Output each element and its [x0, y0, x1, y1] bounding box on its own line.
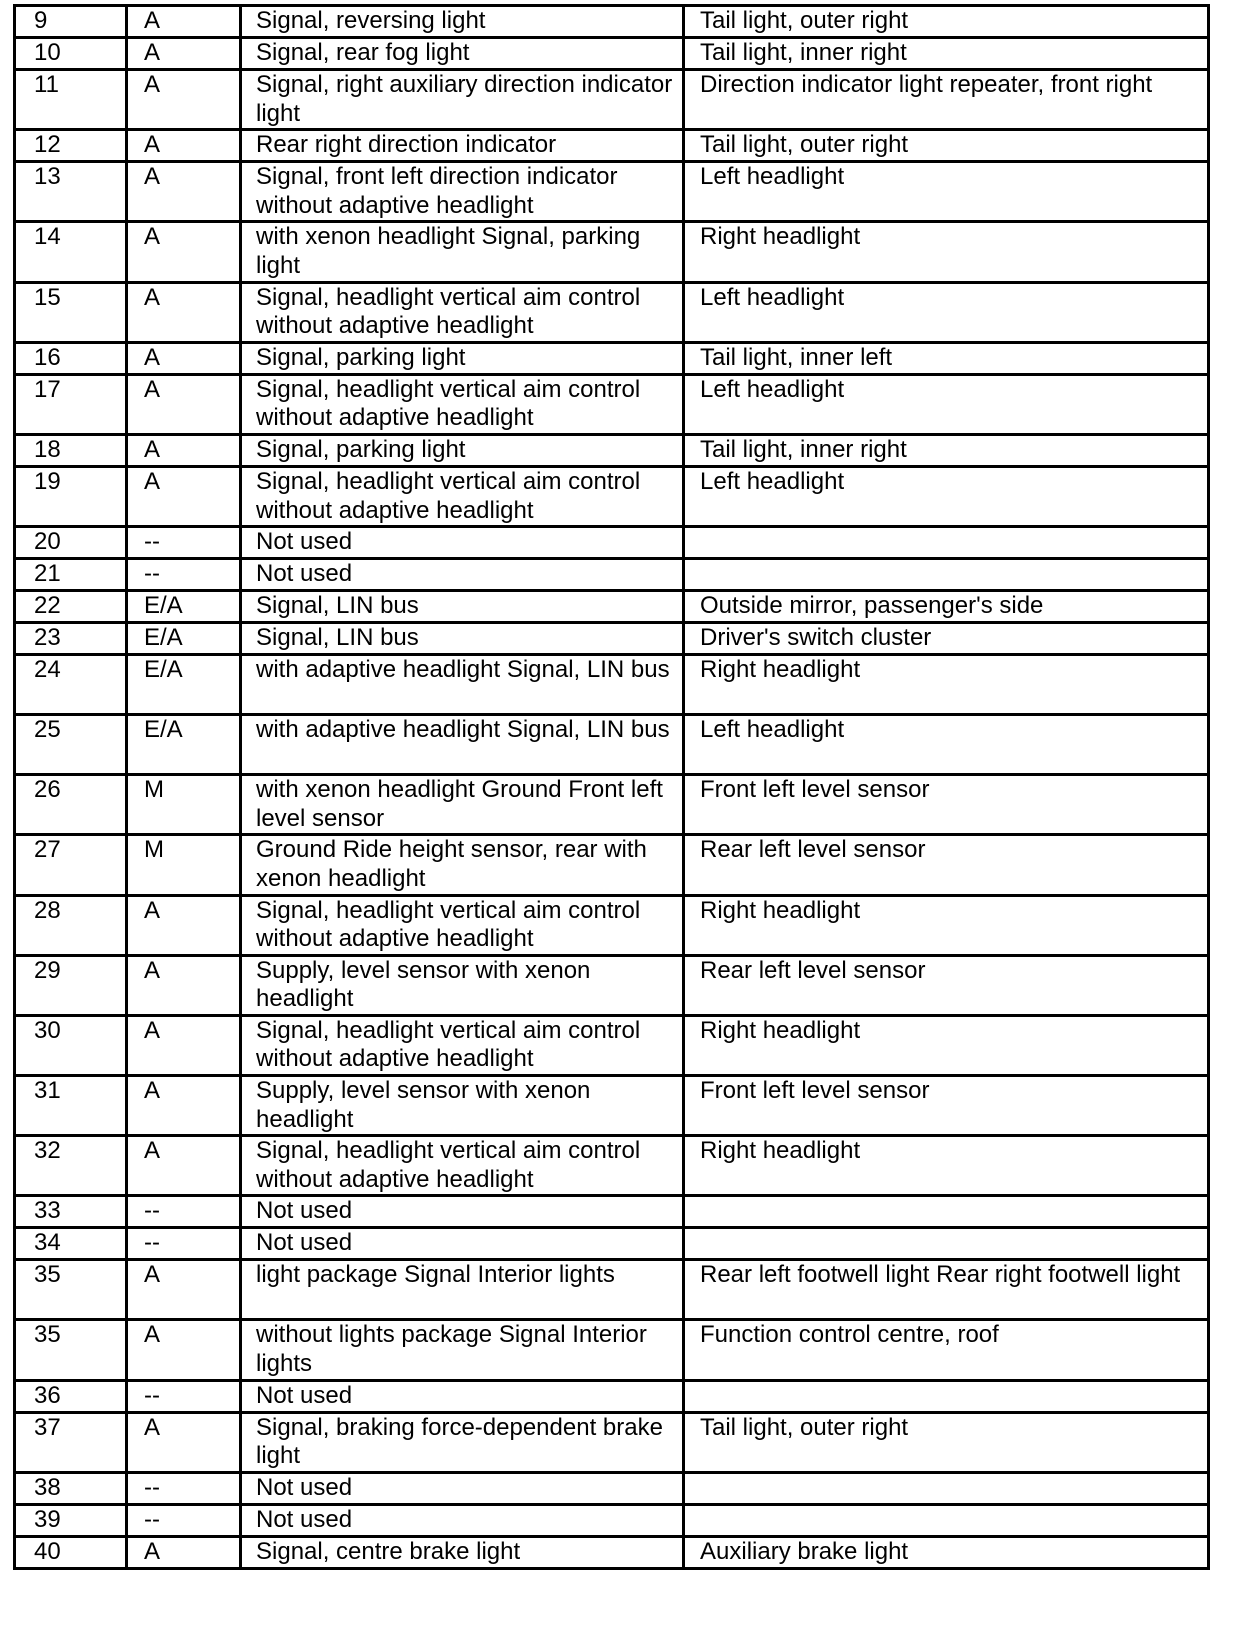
pin-number-cell: 25 — [15, 715, 127, 775]
signal-type-cell: -- — [127, 1504, 241, 1536]
description-cell: Not used — [241, 1228, 684, 1260]
description-cell: Signal, parking light — [241, 342, 684, 374]
signal-type-cell: A — [127, 1536, 241, 1568]
table-row — [15, 835, 1209, 895]
component-cell: Tail light, outer right — [684, 130, 1209, 162]
table-row — [15, 1412, 1209, 1472]
pin-number-cell: 27 — [15, 835, 127, 895]
table-row — [15, 955, 1209, 1015]
table-row — [15, 527, 1209, 559]
component-cell — [684, 1504, 1209, 1536]
table-row — [15, 895, 1209, 955]
description-cell: Signal, front left direction indicator without adaptive headlight — [241, 162, 684, 222]
table-row — [15, 1136, 1209, 1196]
table-row — [15, 1228, 1209, 1260]
component-cell: Rear left level sensor — [684, 955, 1209, 1015]
component-cell: Tail light, outer right — [684, 1412, 1209, 1472]
signal-type-cell: A — [127, 1412, 241, 1472]
table-row — [15, 374, 1209, 434]
description-cell: Signal, rear fog light — [241, 38, 684, 70]
pin-number-cell: 30 — [15, 1015, 127, 1075]
signal-type-cell: A — [127, 70, 241, 130]
signal-type-cell: E/A — [127, 623, 241, 655]
signal-type-cell: A — [127, 895, 241, 955]
description-cell: with adaptive headlight Signal, LIN bus — [241, 655, 684, 715]
component-cell: Driver's switch cluster — [684, 623, 1209, 655]
component-cell: Left headlight — [684, 466, 1209, 526]
component-cell: Front left level sensor — [684, 1076, 1209, 1136]
signal-type-cell: A — [127, 282, 241, 342]
signal-type-cell: A — [127, 222, 241, 282]
table-row — [15, 1196, 1209, 1228]
description-cell: Not used — [241, 559, 684, 591]
pin-number-cell: 13 — [15, 162, 127, 222]
pin-number-cell: 31 — [15, 1076, 127, 1136]
signal-type-cell: M — [127, 775, 241, 835]
description-cell: Not used — [241, 1504, 684, 1536]
component-cell — [684, 559, 1209, 591]
table-row — [15, 1076, 1209, 1136]
description-cell: Signal, LIN bus — [241, 623, 684, 655]
component-cell: Left headlight — [684, 282, 1209, 342]
component-cell: Left headlight — [684, 715, 1209, 775]
pin-number-cell: 29 — [15, 955, 127, 1015]
signal-type-cell: A — [127, 162, 241, 222]
description-cell: Signal, right auxiliary direction indicator light — [241, 70, 684, 130]
component-cell — [684, 1472, 1209, 1504]
signal-type-cell: -- — [127, 527, 241, 559]
description-cell: Ground Ride height sensor, rear with xenon headlight — [241, 835, 684, 895]
component-cell: Tail light, inner right — [684, 38, 1209, 70]
description-cell: Not used — [241, 1196, 684, 1228]
table-row — [15, 282, 1209, 342]
signal-type-cell: -- — [127, 1380, 241, 1412]
description-cell: Signal, reversing light — [241, 6, 684, 38]
table-row — [15, 434, 1209, 466]
table-row — [15, 222, 1209, 282]
signal-type-cell: A — [127, 342, 241, 374]
table-row — [15, 623, 1209, 655]
component-cell: Front left level sensor — [684, 775, 1209, 835]
description-cell: Not used — [241, 1472, 684, 1504]
table-row — [15, 70, 1209, 130]
description-cell: with xenon headlight Signal, parking light — [241, 222, 684, 282]
pin-number-cell: 11 — [15, 70, 127, 130]
component-cell: Right headlight — [684, 1015, 1209, 1075]
signal-type-cell: A — [127, 1260, 241, 1320]
component-cell: Right headlight — [684, 1136, 1209, 1196]
signal-type-cell: A — [127, 1320, 241, 1380]
component-cell: Function control centre, roof — [684, 1320, 1209, 1380]
signal-type-cell: A — [127, 6, 241, 38]
component-cell: Tail light, inner left — [684, 342, 1209, 374]
table-row — [15, 1504, 1209, 1536]
table-row — [15, 1380, 1209, 1412]
table-row — [15, 1472, 1209, 1504]
pin-number-cell: 21 — [15, 559, 127, 591]
pin-number-cell: 15 — [15, 282, 127, 342]
table-row — [15, 1320, 1209, 1380]
component-cell — [684, 527, 1209, 559]
pin-number-cell: 19 — [15, 466, 127, 526]
signal-type-cell: E/A — [127, 715, 241, 775]
description-cell: with xenon headlight Ground Front left level sensor — [241, 775, 684, 835]
description-cell: Rear right direction indicator — [241, 130, 684, 162]
pin-number-cell: 33 — [15, 1196, 127, 1228]
pin-number-cell: 38 — [15, 1472, 127, 1504]
pin-number-cell: 40 — [15, 1536, 127, 1568]
component-cell: Tail light, inner right — [684, 434, 1209, 466]
description-cell: Signal, centre brake light — [241, 1536, 684, 1568]
pin-number-cell: 23 — [15, 623, 127, 655]
component-cell: Tail light, outer right — [684, 6, 1209, 38]
pin-number-cell: 37 — [15, 1412, 127, 1472]
component-cell: Outside mirror, passenger's side — [684, 591, 1209, 623]
description-cell: light package Signal Interior lights — [241, 1260, 684, 1320]
description-cell: Signal, LIN bus — [241, 591, 684, 623]
table-row — [15, 6, 1209, 38]
signal-type-cell: A — [127, 1076, 241, 1136]
description-cell: Signal, parking light — [241, 434, 684, 466]
table-row — [15, 342, 1209, 374]
table-row — [15, 715, 1209, 775]
signal-type-cell: A — [127, 130, 241, 162]
signal-type-cell: A — [127, 434, 241, 466]
table-row — [15, 130, 1209, 162]
signal-type-cell: A — [127, 955, 241, 1015]
component-cell — [684, 1228, 1209, 1260]
pin-number-cell: 26 — [15, 775, 127, 835]
pin-number-cell: 9 — [15, 6, 127, 38]
description-cell: Signal, headlight vertical aim control without adaptive headlight — [241, 374, 684, 434]
table-row — [15, 1260, 1209, 1320]
component-cell: Left headlight — [684, 162, 1209, 222]
table-row — [15, 1015, 1209, 1075]
description-cell: Signal, headlight vertical aim control without adaptive headlight — [241, 1136, 684, 1196]
pin-number-cell: 16 — [15, 342, 127, 374]
signal-type-cell: A — [127, 38, 241, 70]
description-cell: without lights package Signal Interior lights — [241, 1320, 684, 1380]
description-cell: Not used — [241, 1380, 684, 1412]
pin-assignment-table — [13, 4, 1210, 1570]
signal-type-cell: A — [127, 374, 241, 434]
description-cell: Signal, braking force-dependent brake light — [241, 1412, 684, 1472]
pin-number-cell: 17 — [15, 374, 127, 434]
pin-number-cell: 12 — [15, 130, 127, 162]
pin-number-cell: 32 — [15, 1136, 127, 1196]
table-row — [15, 466, 1209, 526]
signal-type-cell: -- — [127, 1196, 241, 1228]
component-cell: Auxiliary brake light — [684, 1536, 1209, 1568]
table-row — [15, 775, 1209, 835]
signal-type-cell: E/A — [127, 655, 241, 715]
signal-type-cell: A — [127, 1136, 241, 1196]
description-cell: Signal, headlight vertical aim control without adaptive headlight — [241, 1015, 684, 1075]
pin-number-cell: 22 — [15, 591, 127, 623]
description-cell: with adaptive headlight Signal, LIN bus — [241, 715, 684, 775]
component-cell: Right headlight — [684, 655, 1209, 715]
component-cell: Rear left footwell light Rear right footwell light — [684, 1260, 1209, 1320]
table-row — [15, 591, 1209, 623]
signal-type-cell: E/A — [127, 591, 241, 623]
table-row — [15, 655, 1209, 715]
pin-number-cell: 14 — [15, 222, 127, 282]
description-cell: Signal, headlight vertical aim control without adaptive headlight — [241, 282, 684, 342]
component-cell: Left headlight — [684, 374, 1209, 434]
pin-number-cell: 36 — [15, 1380, 127, 1412]
pin-number-cell: 10 — [15, 38, 127, 70]
table-row — [15, 559, 1209, 591]
description-cell: Not used — [241, 527, 684, 559]
pin-number-cell: 28 — [15, 895, 127, 955]
table-row — [15, 162, 1209, 222]
signal-type-cell: -- — [127, 559, 241, 591]
component-cell: Rear left level sensor — [684, 835, 1209, 895]
signal-type-cell: A — [127, 1015, 241, 1075]
pin-number-cell: 35 — [15, 1260, 127, 1320]
description-cell: Signal, headlight vertical aim control without adaptive headlight — [241, 895, 684, 955]
pin-number-cell: 35 — [15, 1320, 127, 1380]
pin-number-cell: 24 — [15, 655, 127, 715]
signal-type-cell: M — [127, 835, 241, 895]
signal-type-cell: A — [127, 466, 241, 526]
pin-number-cell: 18 — [15, 434, 127, 466]
pin-number-cell: 20 — [15, 527, 127, 559]
component-cell — [684, 1380, 1209, 1412]
table-row — [15, 1536, 1209, 1568]
pin-number-cell: 39 — [15, 1504, 127, 1536]
component-cell: Direction indicator light repeater, front right — [684, 70, 1209, 130]
signal-type-cell: -- — [127, 1472, 241, 1504]
pin-number-cell: 34 — [15, 1228, 127, 1260]
description-cell: Supply, level sensor with xenon headlight — [241, 955, 684, 1015]
signal-type-cell: -- — [127, 1228, 241, 1260]
component-cell: Right headlight — [684, 895, 1209, 955]
description-cell: Supply, level sensor with xenon headlight — [241, 1076, 684, 1136]
component-cell: Right headlight — [684, 222, 1209, 282]
description-cell: Signal, headlight vertical aim control without adaptive headlight — [241, 466, 684, 526]
component-cell — [684, 1196, 1209, 1228]
table-row — [15, 38, 1209, 70]
